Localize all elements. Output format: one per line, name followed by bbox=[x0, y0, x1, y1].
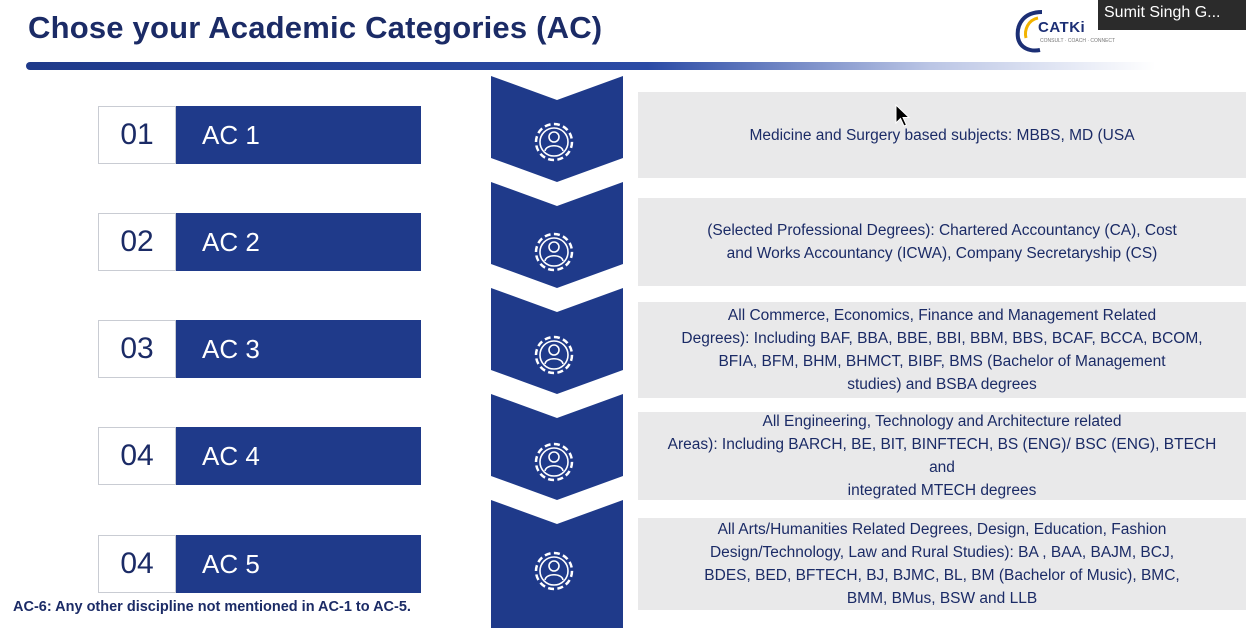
mouse-pointer-icon bbox=[895, 104, 911, 128]
category-number: 02 bbox=[98, 213, 176, 271]
description-line: and Works Accountancy (ICWA), Company Secretaryship (CS) bbox=[726, 245, 1158, 262]
category-label: AC 5 bbox=[176, 535, 421, 593]
category-number: 04 bbox=[98, 427, 176, 485]
description-line: BMM, BMus, BSW and LLB bbox=[846, 590, 1038, 607]
logo-text: CATKi bbox=[1038, 19, 1086, 36]
title-underline bbox=[26, 62, 1156, 70]
gear-person-icon bbox=[528, 545, 580, 597]
slide-footnote: AC-6: Any other discipline not mentioned in AC-1 to AC-5. bbox=[13, 599, 411, 615]
description-line: All Engineering, Technology and Architecture related bbox=[762, 413, 1122, 430]
description-line: BDES, BED, BFTECH, BJ, BJMC, BL, BM (Bachelor of Music), BMC, bbox=[704, 567, 1180, 584]
description-line: Design/Technology, Law and Rural Studies): BA , BAA, BAJM, BCJ, bbox=[709, 544, 1175, 561]
category-label: AC 3 bbox=[176, 320, 421, 378]
gear-person-icon bbox=[528, 116, 580, 168]
logo-tagline: CONSULT · COACH · CONNECT bbox=[1040, 38, 1116, 44]
category-number: 03 bbox=[98, 320, 176, 378]
category-label: AC 2 bbox=[176, 213, 421, 271]
description-line: Degrees): Including BAF, BBA, BBE, BBI, BBM, BBS, BCAF, BCCA, BCOM, bbox=[681, 330, 1203, 347]
category-number: 01 bbox=[98, 106, 176, 164]
presenter-name: Sumit Singh G... bbox=[1104, 4, 1221, 21]
description-line: Areas): Including BARCH, BE, BIT, BINFTECH, BS (ENG)/ BSC (ENG), BTECH and bbox=[667, 436, 1217, 476]
gear-person-icon bbox=[528, 226, 580, 278]
category-number: 04 bbox=[98, 535, 176, 593]
description-line: All Commerce, Economics, Finance and Management Related bbox=[727, 307, 1157, 324]
description-line: studies) and BSBA degrees bbox=[847, 376, 1037, 393]
category-label: AC 1 bbox=[176, 106, 421, 164]
description-line: integrated MTECH degrees bbox=[847, 482, 1037, 499]
gear-person-icon bbox=[528, 329, 580, 381]
category-description bbox=[638, 412, 1246, 500]
category-label: AC 4 bbox=[176, 427, 421, 485]
gear-person-icon bbox=[528, 436, 580, 488]
slide-title: Chose your Academic Categories (AC) bbox=[28, 10, 603, 45]
category-description bbox=[638, 198, 1246, 286]
description-line: BFIA, BFM, BHM, BHMCT, BIBF, BMS (Bachelor of Management bbox=[718, 353, 1166, 370]
category-description bbox=[638, 92, 1246, 178]
description-line: (Selected Professional Degrees): Chartered Accountancy (CA), Cost bbox=[707, 222, 1177, 239]
category-description bbox=[638, 518, 1246, 610]
description-line: All Arts/Humanities Related Degrees, Design, Education, Fashion bbox=[717, 521, 1167, 538]
description-line: Medicine and Surgery based subjects: MBBS, MD (USA bbox=[749, 126, 1135, 144]
category-description bbox=[638, 302, 1246, 398]
presenter-name-tag bbox=[1098, 0, 1246, 30]
